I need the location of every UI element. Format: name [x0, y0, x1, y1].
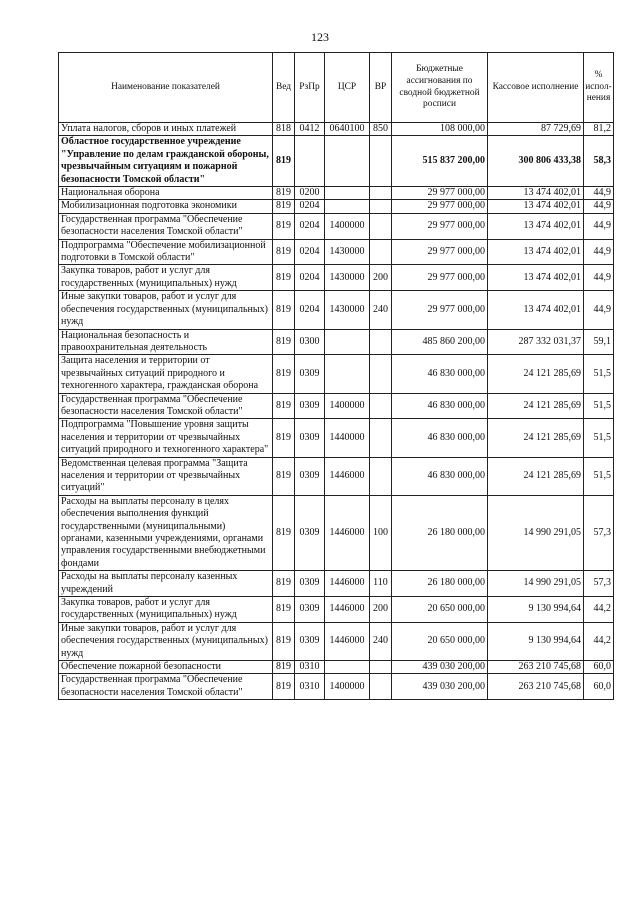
cell-csr: 1400000 [325, 213, 370, 239]
cell-rzpr: 0309 [295, 622, 325, 660]
header-vr: ВР [370, 53, 392, 123]
table-row [59, 213, 614, 239]
cell-assignments: 26 180 000,00 [392, 571, 488, 597]
cell-ved: 819 [273, 136, 295, 187]
table-row [59, 495, 614, 570]
cell-ved: 819 [273, 661, 295, 674]
cell-cash: 13 474 402,01 [488, 200, 584, 213]
cell-ved: 819 [273, 393, 295, 419]
cell-cash: 87 729,69 [488, 123, 584, 136]
cell-pct: 51,5 [584, 393, 614, 419]
cell-vr: 100 [370, 495, 392, 570]
table-row [59, 265, 614, 291]
cell-pct: 44,9 [584, 265, 614, 291]
cell-rzpr: 0412 [295, 123, 325, 136]
cell-csr [325, 136, 370, 187]
cell-rzpr [295, 136, 325, 187]
cell-csr [325, 329, 370, 355]
cell-csr: 1446000 [325, 571, 370, 597]
cell-ved: 819 [273, 187, 295, 200]
header-name: Наименование показателей [59, 53, 273, 123]
cell-ved: 819 [273, 329, 295, 355]
cell-csr: 1440000 [325, 419, 370, 457]
cell-name: Государственная программа "Обеспечение безопасности населения Томской области" [59, 393, 273, 419]
table-row [59, 661, 614, 674]
cell-assignments: 108 000,00 [392, 123, 488, 136]
cell-rzpr: 0309 [295, 393, 325, 419]
cell-assignments: 29 977 000,00 [392, 291, 488, 329]
cell-assignments: 46 830 000,00 [392, 419, 488, 457]
page-number: 123 [311, 30, 329, 44]
cell-cash: 287 332 031,37 [488, 329, 584, 355]
cell-name: Расходы на выплаты персоналу в целях обеспечения выполнения функций государственными (муниципальными) органами, казенными учреждениями, органами управления государственными внебюджетными фондами [59, 495, 273, 570]
cell-name: Государственная программа "Обеспечение безопасности населения Томской области" [59, 674, 273, 700]
cell-vr [370, 419, 392, 457]
cell-pct: 60,0 [584, 674, 614, 700]
cell-csr [325, 200, 370, 213]
cell-pct: 44,2 [584, 622, 614, 660]
cell-pct: 57,3 [584, 495, 614, 570]
cell-cash: 13 474 402,01 [488, 213, 584, 239]
cell-cash: 13 474 402,01 [488, 265, 584, 291]
cell-vr [370, 674, 392, 700]
cell-vr: 240 [370, 622, 392, 660]
cell-assignments: 20 650 000,00 [392, 597, 488, 623]
cell-name: Национальная безопасность и правоохранительная деятельность [59, 329, 273, 355]
cell-ved: 819 [273, 239, 295, 265]
cell-vr [370, 136, 392, 187]
cell-ved: 819 [273, 213, 295, 239]
cell-name: Подпрограмма "Повышение уровня защиты населения и территории от чрезвычайных ситуаций природного и техногенного характера" [59, 419, 273, 457]
cell-cash: 13 474 402,01 [488, 187, 584, 200]
cell-rzpr: 0309 [295, 355, 325, 393]
cell-vr [370, 393, 392, 419]
table-row [59, 239, 614, 265]
table-row [59, 291, 614, 329]
cell-cash: 13 474 402,01 [488, 291, 584, 329]
table-row [59, 187, 614, 200]
header-csr: ЦСР [325, 53, 370, 123]
cell-csr: 1400000 [325, 674, 370, 700]
table-row [59, 419, 614, 457]
cell-csr [325, 661, 370, 674]
cell-rzpr: 0204 [295, 200, 325, 213]
cell-cash: 9 130 994,64 [488, 622, 584, 660]
table-row [59, 674, 614, 700]
cell-rzpr: 0204 [295, 213, 325, 239]
cell-name: Защита населения и территории от чрезвычайных ситуаций природного и техногенного характера, гражданская оборона [59, 355, 273, 393]
cell-pct: 44,9 [584, 291, 614, 329]
cell-vr: 850 [370, 123, 392, 136]
budget-execution-table [58, 52, 614, 700]
cell-assignments: 46 830 000,00 [392, 355, 488, 393]
cell-ved: 819 [273, 495, 295, 570]
cell-pct: 51,5 [584, 457, 614, 495]
cell-cash: 24 121 285,69 [488, 419, 584, 457]
cell-pct: 44,9 [584, 200, 614, 213]
cell-rzpr: 0309 [295, 571, 325, 597]
cell-name: Областное государственное учреждение "Управление по делам гражданской обороны, чрезвычайным ситуациям и пожарной безопасности Томской области" [59, 136, 273, 187]
table-body [59, 123, 614, 700]
cell-ved: 819 [273, 622, 295, 660]
cell-assignments: 29 977 000,00 [392, 200, 488, 213]
cell-rzpr: 0204 [295, 239, 325, 265]
cell-cash: 9 130 994,64 [488, 597, 584, 623]
cell-assignments: 46 830 000,00 [392, 393, 488, 419]
cell-ved: 819 [273, 571, 295, 597]
table-row [59, 597, 614, 623]
cell-cash: 13 474 402,01 [488, 239, 584, 265]
cell-ved: 819 [273, 355, 295, 393]
cell-pct: 44,2 [584, 597, 614, 623]
cell-name: Иные закупки товаров, работ и услуг для обеспечения государственных (муниципальных) нужд [59, 291, 273, 329]
table-row [59, 123, 614, 136]
cell-vr [370, 661, 392, 674]
cell-csr [325, 187, 370, 200]
cell-csr [325, 355, 370, 393]
cell-assignments: 20 650 000,00 [392, 622, 488, 660]
table-row [59, 457, 614, 495]
cell-vr: 200 [370, 597, 392, 623]
cell-name: Закупка товаров, работ и услуг для государственных (муниципальных) нужд [59, 597, 273, 623]
cell-pct: 59,1 [584, 329, 614, 355]
cell-csr: 1446000 [325, 622, 370, 660]
cell-assignments: 29 977 000,00 [392, 187, 488, 200]
cell-pct: 44,9 [584, 239, 614, 265]
cell-pct: 57,3 [584, 571, 614, 597]
cell-csr: 0640100 [325, 123, 370, 136]
header-rzpr: РзПр [295, 53, 325, 123]
cell-vr: 240 [370, 291, 392, 329]
cell-vr [370, 457, 392, 495]
cell-csr: 1446000 [325, 495, 370, 570]
table-row [59, 571, 614, 597]
cell-vr [370, 200, 392, 213]
cell-vr [370, 239, 392, 265]
cell-assignments: 26 180 000,00 [392, 495, 488, 570]
table-header-row [59, 53, 614, 123]
cell-ved: 819 [273, 457, 295, 495]
cell-assignments: 29 977 000,00 [392, 239, 488, 265]
cell-vr: 200 [370, 265, 392, 291]
cell-rzpr: 0200 [295, 187, 325, 200]
cell-assignments: 515 837 200,00 [392, 136, 488, 187]
cell-name: Подпрограмма "Обеспечение мобилизационной подготовки в Томской области" [59, 239, 273, 265]
cell-cash: 263 210 745,68 [488, 661, 584, 674]
cell-ved: 819 [273, 265, 295, 291]
cell-vr [370, 329, 392, 355]
table-row [59, 622, 614, 660]
cell-name: Иные закупки товаров, работ и услуг для обеспечения государственных (муниципальных) нужд [59, 622, 273, 660]
cell-vr [370, 355, 392, 393]
cell-ved: 819 [273, 291, 295, 329]
cell-assignments: 439 030 200,00 [392, 674, 488, 700]
cell-cash: 14 990 291,05 [488, 571, 584, 597]
cell-rzpr: 0309 [295, 419, 325, 457]
cell-ved: 819 [273, 200, 295, 213]
table-row [59, 329, 614, 355]
cell-rzpr: 0204 [295, 291, 325, 329]
cell-assignments: 46 830 000,00 [392, 457, 488, 495]
header-ved: Вед [273, 53, 295, 123]
cell-assignments: 485 860 200,00 [392, 329, 488, 355]
cell-vr: 110 [370, 571, 392, 597]
cell-csr: 1430000 [325, 239, 370, 265]
table-row [59, 355, 614, 393]
cell-pct: 81,2 [584, 123, 614, 136]
cell-csr: 1430000 [325, 291, 370, 329]
cell-name: Обеспечение пожарной безопасности [59, 661, 273, 674]
cell-ved: 819 [273, 597, 295, 623]
cell-rzpr: 0309 [295, 457, 325, 495]
cell-vr [370, 213, 392, 239]
cell-rzpr: 0310 [295, 674, 325, 700]
header-assignments: Бюджетные ассигнования по сводной бюджетной росписи [392, 53, 488, 123]
cell-rzpr: 0309 [295, 495, 325, 570]
table-row [59, 136, 614, 187]
cell-csr: 1400000 [325, 393, 370, 419]
cell-rzpr: 0309 [295, 597, 325, 623]
cell-csr: 1430000 [325, 265, 370, 291]
cell-cash: 263 210 745,68 [488, 674, 584, 700]
header-cash: Кассовое исполнение [488, 53, 584, 123]
cell-ved: 818 [273, 123, 295, 136]
cell-name: Национальная оборона [59, 187, 273, 200]
cell-cash: 24 121 285,69 [488, 393, 584, 419]
cell-pct: 58,3 [584, 136, 614, 187]
table-row [59, 200, 614, 213]
cell-assignments: 29 977 000,00 [392, 265, 488, 291]
cell-pct: 44,9 [584, 213, 614, 239]
cell-cash: 24 121 285,69 [488, 355, 584, 393]
cell-name: Уплата налогов, сборов и иных платежей [59, 123, 273, 136]
cell-pct: 51,5 [584, 355, 614, 393]
cell-cash: 24 121 285,69 [488, 457, 584, 495]
cell-pct: 51,5 [584, 419, 614, 457]
cell-rzpr: 0310 [295, 661, 325, 674]
cell-name: Мобилизационная подготовка экономики [59, 200, 273, 213]
cell-rzpr: 0300 [295, 329, 325, 355]
table-row [59, 393, 614, 419]
cell-assignments: 29 977 000,00 [392, 213, 488, 239]
cell-ved: 819 [273, 674, 295, 700]
cell-cash: 300 806 433,38 [488, 136, 584, 187]
cell-rzpr: 0204 [295, 265, 325, 291]
cell-assignments: 439 030 200,00 [392, 661, 488, 674]
cell-cash: 14 990 291,05 [488, 495, 584, 570]
cell-name: Закупка товаров, работ и услуг для государственных (муниципальных) нужд [59, 265, 273, 291]
cell-vr [370, 187, 392, 200]
cell-ved: 819 [273, 419, 295, 457]
cell-name: Расходы на выплаты персоналу казенных учреждений [59, 571, 273, 597]
cell-pct: 44,9 [584, 187, 614, 200]
cell-name: Ведомственная целевая программа "Защита населения и территории от чрезвычайных ситуаций" [59, 457, 273, 495]
cell-name: Государственная программа "Обеспечение безопасности населения Томской области" [59, 213, 273, 239]
cell-csr: 1446000 [325, 457, 370, 495]
cell-csr: 1446000 [325, 597, 370, 623]
header-pct: % испол-нения [584, 53, 614, 123]
cell-pct: 60,0 [584, 661, 614, 674]
